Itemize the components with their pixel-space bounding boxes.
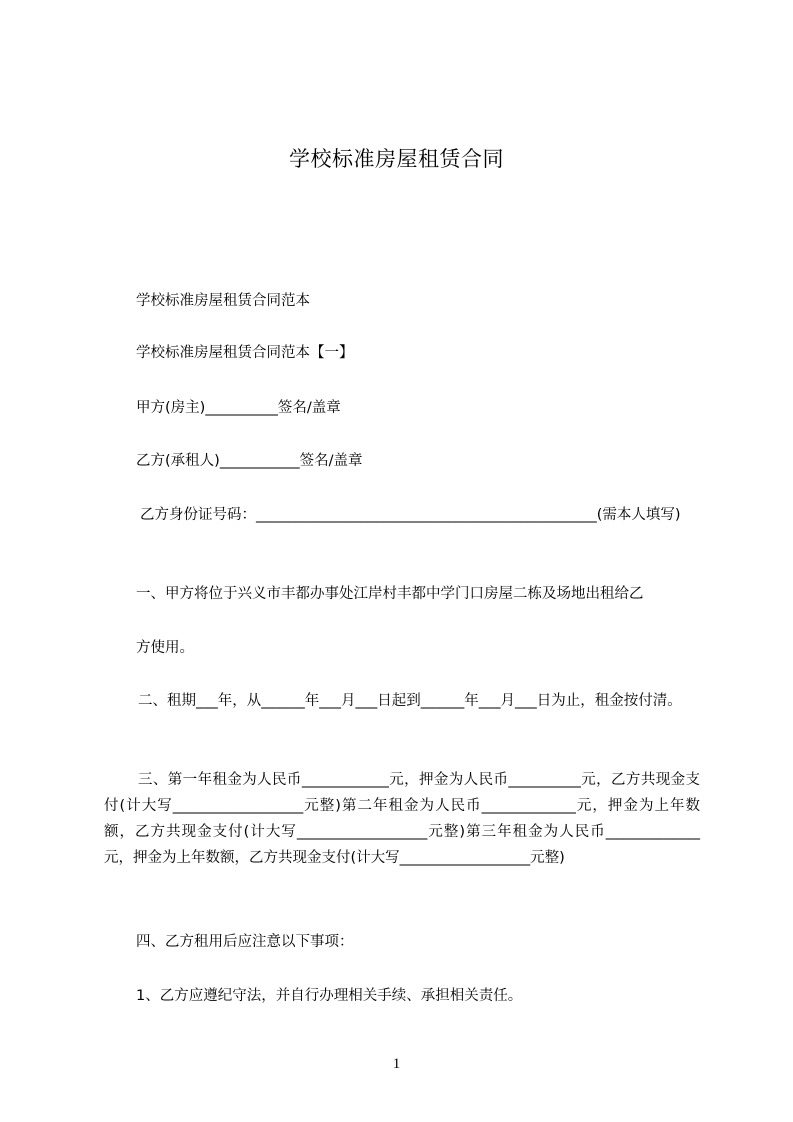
id-number-paragraph: 乙方身份证号码：_______________________________________________(需本人填写) [140, 507, 681, 523]
clause-4-item-1: 1、乙方应遵纪守法，并自行办理相关手续、承担相关责任。 [136, 988, 523, 1004]
contract-template-subheading: 学校标准房屋租赁合同范本【一】 [136, 345, 354, 361]
contract-template-heading: 学校标准房屋租赁合同范本 [136, 293, 310, 309]
clause-2-paragraph: 二、租期___年，从______年___月___日起到______年___月___日为止，租金按付清。 [138, 693, 682, 709]
party-a-line: 甲方(房主)__________签名/盖章 [136, 400, 341, 416]
clause-3-paragraph: 三、第一年租金为人民币____________元，押金为人民币__________元，乙方共现金支付(计大写__________________元整)第二年租金为人民币_____________元，押金为上年数额，乙方共现金支付(计大写__________________元整)第三年租金为人民币_____________元，押金为上年数额，乙方共现金支付(计大写__________________元整) [104, 772, 700, 866]
clause-1-line-a: 一、甲方将位于兴义市丰都办事处江岸村丰都中学门口房屋二栋及场地出租给乙 [136, 586, 644, 602]
party-b-line: 乙方(承租人)___________签名/盖章 [136, 453, 363, 469]
clause-4-heading: 四、乙方租用后应注意以下事项： [136, 934, 354, 950]
page-number: 1 [392, 1056, 401, 1072]
document-title: 学校标准房屋租赁合同 [289, 147, 504, 171]
clause-1-line-b: 方使用。 [136, 640, 194, 656]
